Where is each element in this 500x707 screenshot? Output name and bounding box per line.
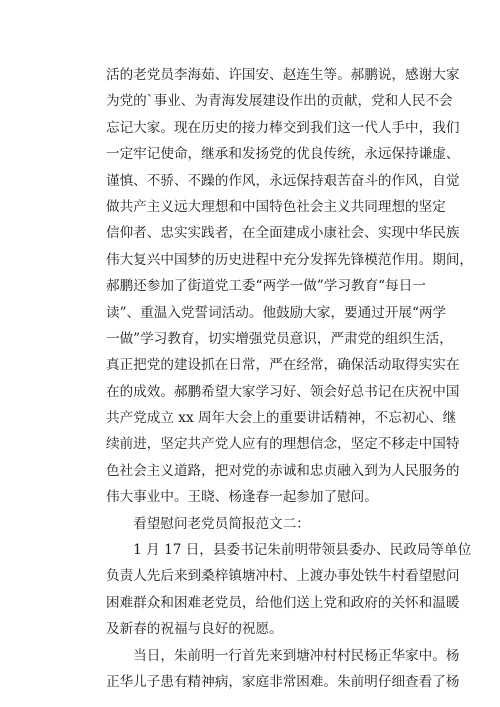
text-line: 伟大复兴中国梦的历史进程中充分发挥先锋模范作用。期间， (106, 251, 474, 268)
text-line: 读”、重温入党誓词活动。他鼓励大家，要通过开展“两学 (106, 304, 447, 321)
text-line: 信仰者、忠实实践者，在全面建成小康社会、实现中华民族 (106, 225, 460, 242)
text-line: 负责人先后来到桑梓镇塘冲村、上渡办事处铁牛村看望慰问 (106, 568, 460, 585)
text-line: 郝鹏还参加了街道党工委“两学一做”学习教育“每日一 (106, 278, 426, 295)
text-line: 真正把党的建设抓在日常，严在经常，确保活动取得实实在 (106, 357, 460, 374)
text-line: 看望慰问老党员简报范文二： (106, 515, 310, 532)
text-line: 忘记大家。现在历史的接力棒交到我们这一代人手中，我们 (106, 119, 460, 136)
text-line: 色社会主义道路，把对党的赤诚和忠贞融入到为人民服务的 (106, 462, 460, 479)
text-line: 1 月 17 日，县委书记朱前明带领县委办、民政局等单位 (106, 542, 472, 559)
text-line: 伟大事业中。王晓、杨逢春一起参加了慰问。 (106, 489, 378, 506)
text-line: 正华儿子患有精神病，家庭非常困难。朱前明仔细查看了杨 (106, 673, 460, 690)
text-line: 及新春的祝福与良好的祝愿。 (106, 621, 283, 638)
document-body (106, 62, 474, 695)
text-line: 一做”学习教育，切实增强党员意识，严肃党的组织生活， (106, 330, 453, 347)
text-line: 一定牢记使命，继承和发扬党的优良传统，永远保持谦虚、 (106, 146, 460, 163)
text-line: 做共产主义远大理想和中国特色社会主义共同理想的坚定 (106, 198, 446, 215)
text-line: 活的老党员李海茹、许国安、赵连生等。郝鹏说，感谢大家 (106, 67, 460, 83)
text-line: 当日，朱前明一行首先来到塘冲村村民杨正华家中。杨 (106, 647, 460, 664)
text-line: 为党的`事业、为青海发展建设作出的贡献，党和人民不会 (106, 93, 453, 110)
text-line: 谨慎、不骄、不躁的作风，永远保持艰苦奋斗的作风，自觉 (106, 172, 460, 189)
text-line: 续前进，坚定共产党人应有的理想信念，坚定不移走中国特 (106, 436, 460, 453)
text-line: 共产党成立 xx 周年大会上的重要讲话精神，不忘初心、继 (106, 410, 457, 427)
text-line: 在的成效。郝鹏希望大家学习好、领会好总书记在庆祝中国 (106, 383, 460, 400)
text-line: 困难群众和困难老党员，给他们送上党和政府的关怀和温暖 (106, 594, 460, 611)
